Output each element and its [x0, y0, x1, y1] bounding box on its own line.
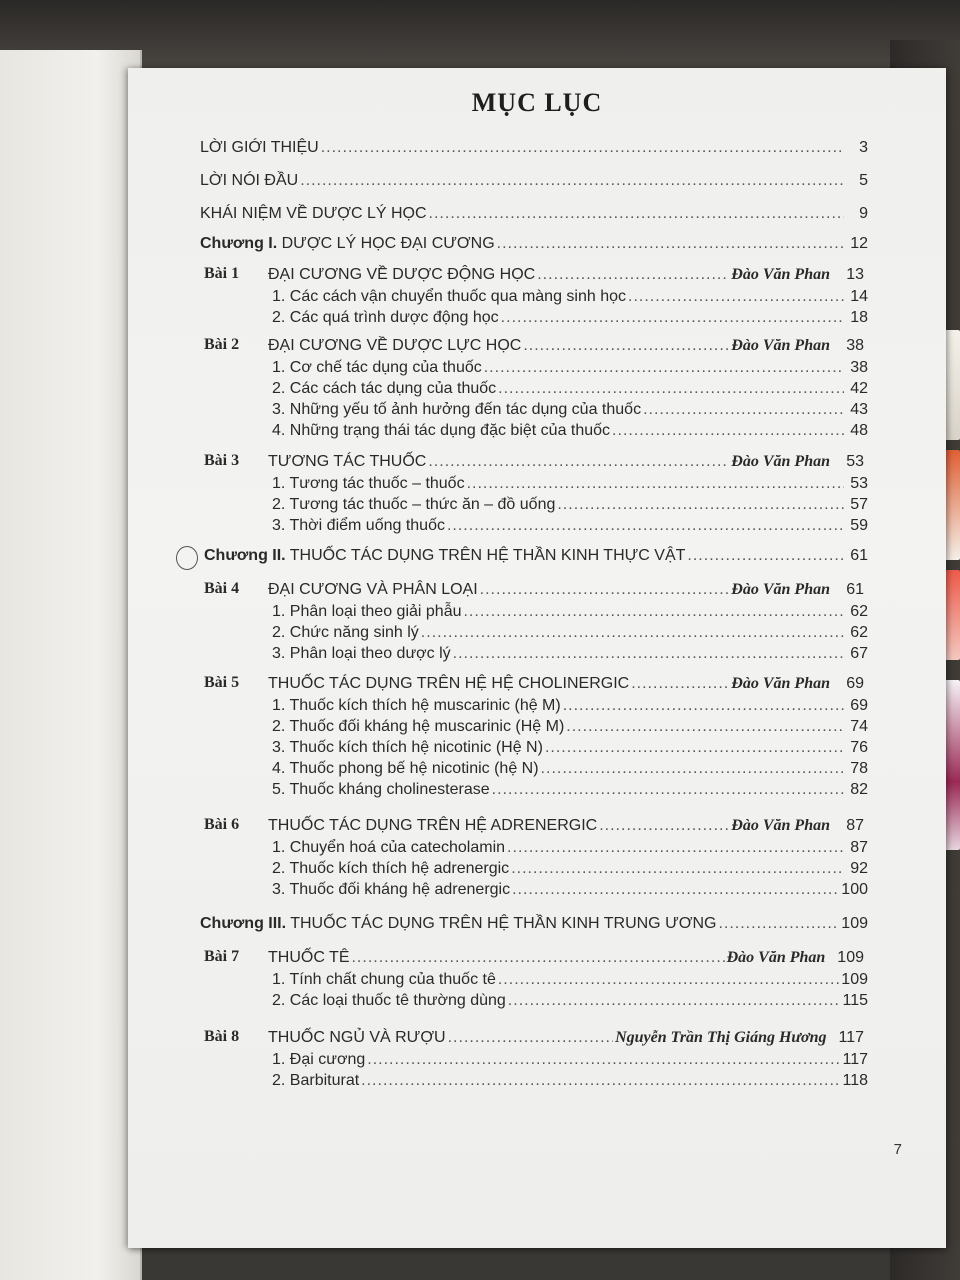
lesson-subentry	[272, 780, 868, 800]
entry-author: Đào Văn Phan	[731, 453, 830, 470]
entry-page: 43	[850, 401, 868, 418]
lesson-subentry	[272, 358, 868, 378]
entry-title: 1. Cơ chế tác dụng của thuốc	[272, 359, 482, 376]
entry-page: 69	[850, 697, 868, 714]
entry-author: Đào Văn Phan	[731, 337, 830, 354]
entry-page: 109	[837, 949, 864, 966]
lesson-subentry	[272, 421, 868, 441]
leader-dots	[480, 580, 730, 600]
entry-title: 2. Tương tác thuốc – thức ăn – đồ uống	[272, 496, 556, 513]
lesson-subentry	[272, 970, 868, 990]
lesson-subentry	[272, 838, 868, 858]
lesson-number: Bài 3	[204, 452, 240, 469]
chapter-prefix: Chương III.	[200, 915, 287, 932]
entry-title: 1. Phân loại theo giải phẫu	[272, 603, 462, 620]
chapter-entry	[200, 914, 868, 934]
entry-page: 87	[846, 817, 864, 834]
entry-page: 53	[850, 475, 868, 492]
entry-page: 109	[841, 971, 868, 988]
leader-dots	[631, 674, 729, 694]
leader-dots	[566, 717, 844, 737]
entry-title: 4. Thuốc phong bế hệ nicotinic (hệ N)	[272, 760, 539, 777]
leader-dots	[321, 138, 844, 158]
entry-page: 9	[859, 205, 868, 222]
leader-dots	[498, 379, 844, 399]
entry-page: 3	[859, 139, 868, 156]
entry-title: 3. Phân loại theo dược lý	[272, 645, 451, 662]
entry-title: 3. Thời điểm uống thuốc	[272, 517, 445, 534]
chapter-entry	[204, 546, 868, 566]
lesson-entry	[268, 265, 864, 285]
lesson-subentry	[272, 759, 868, 779]
entry-title: THUỐC NGỦ VÀ RƯỢU	[268, 1029, 446, 1046]
handwritten-mark	[176, 546, 198, 570]
entry-author: Đào Văn Phan	[731, 675, 830, 692]
lesson-subentry	[272, 717, 868, 737]
entry-page: 38	[850, 359, 868, 376]
entry-title: 1. Tương tác thuốc – thuốc	[272, 475, 465, 492]
leader-dots	[718, 914, 839, 934]
entry-title: 2. Thuốc kích thích hệ adrenergic	[272, 860, 510, 877]
leader-dots	[367, 1050, 840, 1070]
entry-page: 42	[850, 380, 868, 397]
entry-title: 3. Những yếu tố ảnh hưởng đến tác dụng của thuốc	[272, 401, 642, 418]
toc-page	[128, 68, 946, 1248]
lesson-entry	[268, 816, 864, 836]
entry-author: Đào Văn Phan	[726, 949, 826, 966]
entry-author: Đào Văn Phan	[731, 817, 830, 834]
entry-page: 12	[850, 235, 868, 252]
entry-page: 109	[841, 915, 868, 932]
lesson-number: Bài 7	[204, 948, 240, 965]
leader-dots	[498, 970, 839, 990]
lesson-entry	[268, 674, 864, 694]
entry-title: 1. Tính chất chung của thuốc tê	[272, 971, 496, 988]
entry-page: 38	[846, 337, 864, 354]
entry-title: 2. Các cách tác dụng của thuốc	[272, 380, 497, 397]
entry-page: 61	[846, 581, 864, 598]
leader-dots	[497, 234, 844, 254]
entry-title: TƯƠNG TÁC THUỐC	[268, 453, 427, 470]
lesson-entry	[268, 452, 864, 472]
entry-page: 61	[850, 547, 868, 564]
entry-title: LỜI NÓI ĐẦU	[200, 172, 299, 189]
lesson-subentry	[272, 1071, 868, 1091]
lesson-number: Bài 5	[204, 674, 240, 691]
entry-page: 69	[846, 675, 864, 692]
entry-title: LỜI GIỚI THIỆU	[200, 139, 319, 156]
lesson-subentry	[272, 1050, 868, 1070]
lesson-entry	[268, 580, 864, 600]
leader-dots	[448, 1028, 613, 1048]
entry-page: 78	[850, 760, 868, 777]
entry-page: 53	[846, 453, 864, 470]
lesson-subentry	[272, 516, 868, 536]
leader-dots	[507, 838, 844, 858]
entry-page: 74	[850, 718, 868, 735]
lesson-entry	[268, 1028, 864, 1048]
entry-title: ĐẠI CƯƠNG VÀ PHÂN LOẠI	[268, 581, 478, 598]
leader-dots	[628, 287, 844, 307]
chapter-prefix: Chương I.	[200, 235, 278, 252]
background-shelf	[0, 0, 960, 70]
entry-page: 118	[842, 1072, 868, 1089]
entry-title: 2. Barbiturat	[272, 1072, 360, 1089]
lesson-subentry	[272, 379, 868, 399]
entry-page: 76	[850, 739, 868, 756]
lesson-subentry	[272, 287, 868, 307]
leader-dots	[563, 696, 844, 716]
lesson-subentry	[272, 495, 868, 515]
entry-page: 14	[850, 288, 868, 305]
lesson-number: Bài 2	[204, 336, 240, 353]
leader-dots	[545, 738, 844, 758]
lesson-subentry	[272, 859, 868, 879]
chapter-prefix: Chương II.	[204, 547, 286, 564]
entry-title: 4. Những trạng thái tác dụng đặc biệt của thuốc	[272, 422, 611, 439]
entry-page: 67	[850, 645, 868, 662]
entry-page: 48	[850, 422, 868, 439]
leader-dots	[453, 644, 844, 664]
entry-title: 2. Chức năng sinh lý	[272, 624, 419, 641]
left-page	[0, 50, 142, 1280]
lesson-subentry	[272, 308, 868, 328]
entry-page: 117	[838, 1029, 864, 1046]
leader-dots	[537, 265, 729, 285]
entry-page: 87	[850, 839, 868, 856]
entry-page: 82	[850, 781, 868, 798]
leader-dots	[467, 474, 844, 494]
lesson-number: Bài 4	[204, 580, 240, 597]
entry-page: 115	[842, 992, 868, 1009]
entry-title: 3. Thuốc đối kháng hệ adrenergic	[272, 881, 511, 898]
page-title: MỤC LỤC	[471, 88, 603, 117]
leader-dots	[511, 859, 844, 879]
entry-page: 18	[850, 309, 868, 326]
entry-title: Chương III. THUỐC TÁC DỤNG TRÊN HỆ THẦN KINH TRUNG ƯƠNG	[200, 915, 717, 932]
page-number: 7	[893, 1141, 902, 1158]
entry-title: THUỐC TÊ	[268, 949, 350, 966]
entry-title: 2. Các loại thuốc tê thường dùng	[272, 992, 506, 1009]
entry-page: 92	[850, 860, 868, 877]
chapter-entry	[200, 234, 868, 254]
lesson-subentry	[272, 696, 868, 716]
entry-page: 100	[841, 881, 868, 898]
leader-dots	[599, 816, 729, 836]
front-matter-entry	[200, 138, 868, 158]
lesson-subentry	[272, 738, 868, 758]
leader-dots	[512, 880, 839, 900]
lesson-subentry	[272, 602, 868, 622]
entry-author: Đào Văn Phan	[731, 581, 830, 598]
leader-dots	[643, 400, 844, 420]
leader-dots	[421, 623, 844, 643]
entry-page: 59	[850, 517, 868, 534]
leader-dots	[300, 171, 844, 191]
entry-page: 62	[850, 603, 868, 620]
entry-title: Chương II. THUỐC TÁC DỤNG TRÊN HỆ THẦN KINH THỰC VẬT	[204, 547, 686, 564]
leader-dots	[429, 204, 844, 224]
leader-dots	[501, 308, 844, 328]
entry-page: 5	[859, 172, 868, 189]
leader-dots	[447, 516, 844, 536]
lesson-number: Bài 1	[204, 265, 240, 282]
entry-title: Chương I. DƯỢC LÝ HỌC ĐẠI CƯƠNG	[200, 235, 495, 252]
leader-dots	[523, 336, 729, 356]
entry-title: 1. Thuốc kích thích hệ muscarinic (hệ M)	[272, 697, 561, 714]
leader-dots	[508, 991, 841, 1011]
entry-title: 2. Các quá trình dược động học	[272, 309, 499, 326]
lesson-subentry	[272, 880, 868, 900]
lesson-subentry	[272, 991, 868, 1011]
entry-author: Nguyễn Trần Thị Giáng Hương	[615, 1029, 827, 1046]
lesson-subentry	[272, 474, 868, 494]
entry-title: THUỐC TÁC DỤNG TRÊN HỆ ADRENERGIC	[268, 817, 598, 834]
leader-dots	[361, 1071, 840, 1091]
entry-title: THUỐC TÁC DỤNG TRÊN HỆ HỆ CHOLINERGIC	[268, 675, 630, 692]
entry-page: 57	[850, 496, 868, 513]
entry-title: 5. Thuốc kháng cholinesterase	[272, 781, 490, 798]
entry-page: 62	[850, 624, 868, 641]
leader-dots	[484, 358, 844, 378]
entry-page: 117	[842, 1051, 868, 1068]
leader-dots	[687, 546, 844, 566]
entry-title: 1. Các cách vận chuyển thuốc qua màng sinh học	[272, 288, 626, 305]
lesson-subentry	[272, 400, 868, 420]
entry-title: ĐẠI CƯƠNG VỀ DƯỢC ĐỘNG HỌC	[268, 266, 536, 283]
lesson-subentry	[272, 623, 868, 643]
lesson-number: Bài 6	[204, 816, 240, 833]
leader-dots	[612, 421, 844, 441]
front-matter-entry	[200, 204, 868, 224]
entry-title: 1. Đại cương	[272, 1051, 366, 1068]
entry-author: Đào Văn Phan	[731, 266, 830, 283]
leader-dots	[541, 759, 844, 779]
entry-title: 2. Thuốc đối kháng hệ muscarinic (Hệ M)	[272, 718, 565, 735]
lesson-subentry	[272, 644, 868, 664]
entry-title: 3. Thuốc kích thích hệ nicotinic (Hệ N)	[272, 739, 543, 756]
leader-dots	[463, 602, 844, 622]
entry-title: KHÁI NIỆM VỀ DƯỢC LÝ HỌC	[200, 205, 427, 222]
leader-dots	[492, 780, 844, 800]
lesson-entry	[268, 948, 864, 968]
leader-dots	[557, 495, 844, 515]
leader-dots	[351, 948, 724, 968]
entry-title: 1. Chuyển hoá của catecholamin	[272, 839, 506, 856]
lesson-entry	[268, 336, 864, 356]
lesson-number: Bài 8	[204, 1028, 240, 1045]
front-matter-entry	[200, 171, 868, 191]
entry-page: 13	[846, 266, 864, 283]
entry-title: ĐẠI CƯƠNG VỀ DƯỢC LỰC HỌC	[268, 337, 522, 354]
leader-dots	[428, 452, 729, 472]
